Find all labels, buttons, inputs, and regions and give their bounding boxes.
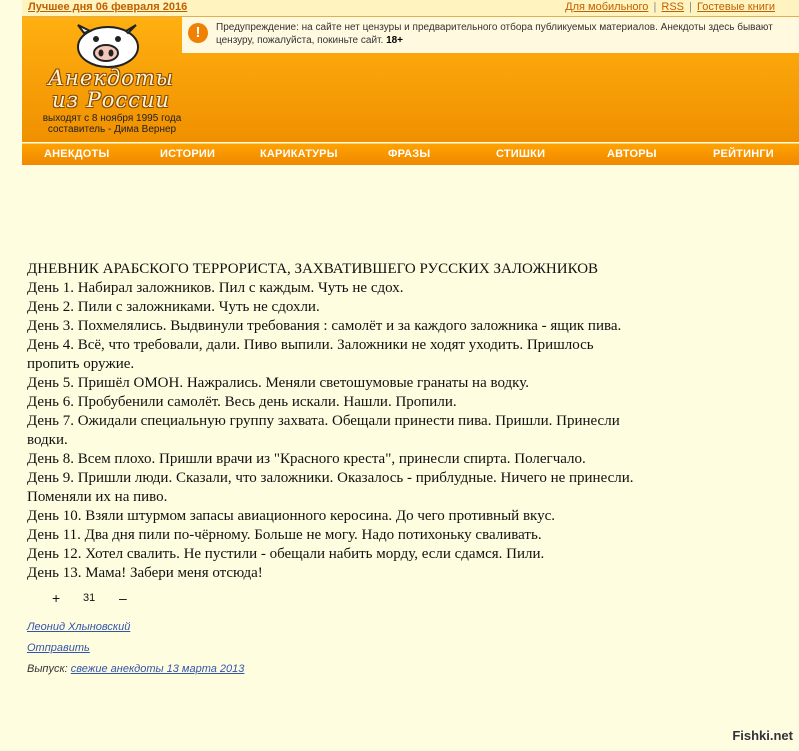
best-of-day-link[interactable]: Лучшее дня 06 февраля 2016 xyxy=(28,1,188,13)
content-warning xyxy=(182,17,799,53)
warning-text-line2: цензуру, пожалуйста, покиньте сайт. xyxy=(216,35,384,46)
story-text xyxy=(27,260,767,583)
issue-link[interactable]: свежие анекдоты 13 марта 2013 xyxy=(70,663,245,675)
send-link[interactable]: Отправить xyxy=(27,642,90,654)
guestbook-link[interactable]: Гостевые книги xyxy=(697,1,775,13)
nav-item-anekdoty[interactable]: АНЕКДОТЫ xyxy=(44,148,110,160)
nav-item-karikatury[interactable]: КАРИКАТУРЫ xyxy=(260,148,338,160)
story-line: День 9. Пришли люди. Сказали, что заложники. Оказалось - приблудные. Ничего не принесли. xyxy=(27,470,634,486)
story-line: День 6. Пробубенили самолёт. Весь день искали. Нашли. Пропили. xyxy=(27,394,457,410)
rss-link[interactable]: RSS xyxy=(661,1,685,13)
story-line: Поменяли их на пиво. xyxy=(27,489,168,505)
story-line: День 11. Два дня пили по-чёрному. Больше не могу. Надо потихоньку сваливать. xyxy=(27,527,542,543)
story-title: ДНЕВНИК АРАБСКОГО ТЕРРОРИСТА, ЗАХВАТИВШЕГО РУССКИХ ЗАЛОЖНИКОВ xyxy=(27,261,599,277)
warning-text xyxy=(216,21,796,47)
vote-count: 31 xyxy=(83,592,96,604)
vote-widget xyxy=(52,590,142,608)
top-bar xyxy=(22,0,799,17)
warning-text-line1: Предупреждение: на сайте нет цензуры и предварительного отбора публикуемых материалов. Анекдоты здесь бывают xyxy=(216,22,773,33)
site-tagline xyxy=(32,113,192,135)
site-header xyxy=(22,17,799,142)
editor-name: составитель - Дима Вернер xyxy=(47,124,177,135)
issue-label: Выпуск: xyxy=(27,663,68,675)
story-line: День 10. Взяли штурмом запасы авиационного керосина. До чего противный вкус. xyxy=(27,508,556,524)
nav-item-istorii[interactable]: ИСТОРИИ xyxy=(160,148,216,160)
pig-logo-icon[interactable] xyxy=(70,23,142,71)
story-line: День 5. Пришёл ОМОН. Нажрались. Меняли светошумовые гранаты на водку. xyxy=(27,375,529,391)
nav-item-frazy[interactable]: ФРАЗЫ xyxy=(388,148,431,160)
since-date: выходят с 8 ноября 1995 года xyxy=(42,113,182,124)
story-line: День 7. Ожидали специальную группу захвата. Обещали принести пива. Пришли. Принесли xyxy=(27,413,620,429)
nav-item-reitingi[interactable]: РЕЙТИНГИ xyxy=(713,148,774,160)
story-line: День 1. Набирал заложников. Пил с каждым. Чуть не сдох. xyxy=(27,280,404,296)
age-rating: 18+ xyxy=(386,35,404,46)
story-line: День 13. Мама! Забери меня отсюда! xyxy=(27,565,263,581)
logo-line-1: Анекдоты xyxy=(48,66,174,90)
nav-item-stishki[interactable]: СТИШКИ xyxy=(496,148,546,160)
vote-down-button[interactable]: – xyxy=(119,590,127,606)
top-links xyxy=(565,1,775,13)
mobile-link[interactable]: Для мобильного xyxy=(565,1,649,13)
logo-line-2: из России xyxy=(52,88,170,112)
nav-item-avtory[interactable]: АВТОРЫ xyxy=(607,148,657,160)
link-separator: | xyxy=(653,1,657,13)
story-line: пропить оружие. xyxy=(27,356,135,372)
watermark: Fishki.net xyxy=(732,728,793,743)
main-nav xyxy=(22,143,799,165)
issue-line xyxy=(27,663,244,675)
send-line xyxy=(27,642,90,654)
warning-icon: ! xyxy=(188,23,208,43)
author-link[interactable]: Леонид Хлыновский xyxy=(27,621,131,633)
story-line: День 8. Всем плохо. Пришли врачи из "Красного креста", принесли спирта. Полегчало. xyxy=(27,451,586,467)
site-logo-title[interactable] xyxy=(36,67,186,111)
vote-up-button[interactable]: + xyxy=(52,590,61,606)
link-separator: | xyxy=(689,1,692,13)
story-line: День 2. Пили с заложниками. Чуть не сдохли. xyxy=(27,299,320,315)
author-line xyxy=(27,621,130,633)
story-line: День 3. Похмелялись. Выдвинули требования : самолёт и за каждого заложника - ящик пива. xyxy=(27,318,622,334)
story-line: водки. xyxy=(27,432,68,448)
story-line: День 4. Всё, что требовали, дали. Пиво выпили. Заложники не ходят уходить. Пришлось xyxy=(27,337,594,353)
story-line: День 12. Хотел свалить. Не пустили - обещали набить морду, если сдамся. Пили. xyxy=(27,546,545,562)
